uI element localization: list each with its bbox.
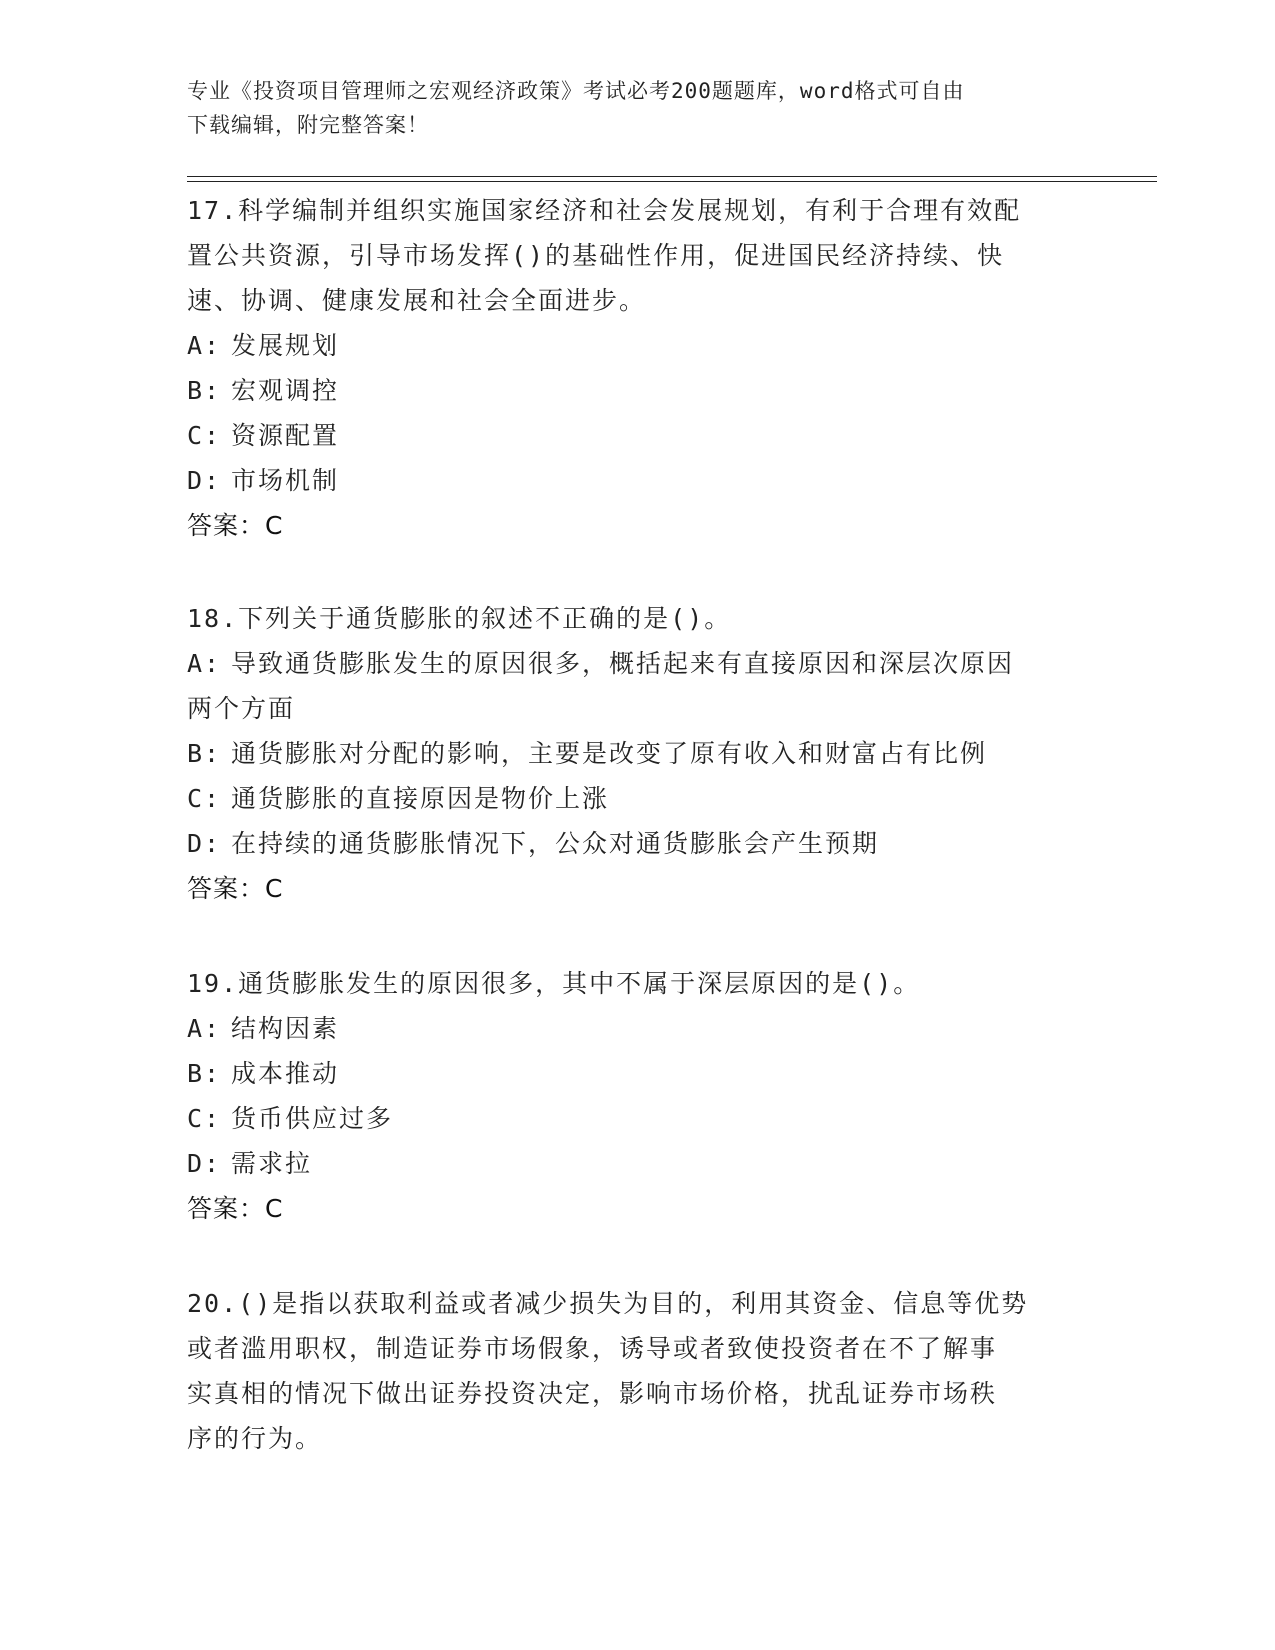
option-text: 货币供应过多 <box>231 1104 394 1133</box>
option-text: 资源配置 <box>231 421 340 450</box>
question-stem-line: 或者滥用职权，制造证券市场假象，诱导或者致使投资者在不了解事 <box>187 1334 998 1363</box>
option-letter: B: <box>187 1059 222 1088</box>
option-text: 需求拉 <box>231 1149 313 1178</box>
document-header <box>187 74 1087 142</box>
option-b <box>187 368 1067 413</box>
option-a <box>187 1006 1067 1051</box>
question-stem-line: 17.科学编制并组织实施国家经济和社会发展规划，有利于合理有效配 <box>187 196 1022 225</box>
option-text: 发展规划 <box>231 331 340 360</box>
header-line-2: 下载编辑，附完整答案！ <box>187 113 429 137</box>
option-a <box>187 323 1067 368</box>
option-text: 在持续的通货膨胀情况下，公众对通货膨胀会产生预期 <box>231 829 880 858</box>
question-stem-line: 序的行为。 <box>187 1424 323 1453</box>
answer-line: 答案：C <box>187 874 284 903</box>
header-line-1: 专业《投资项目管理师之宏观经济政策》考试必考200题题库，word格式可自由 <box>187 79 965 103</box>
option-d <box>187 1141 1067 1186</box>
option-letter: D: <box>187 829 222 858</box>
option-d <box>187 821 1067 866</box>
option-d <box>187 458 1067 503</box>
option-a <box>187 641 1067 686</box>
option-letter: D: <box>187 1149 222 1178</box>
option-c <box>187 413 1067 458</box>
option-text: 宏观调控 <box>231 376 340 405</box>
option-letter: C: <box>187 784 222 813</box>
answer-line: 答案：C <box>187 511 284 540</box>
option-text: 通货膨胀的直接原因是物价上涨 <box>231 784 610 813</box>
option-letter: C: <box>187 1104 222 1133</box>
question-17 <box>187 188 1067 548</box>
header-rule-bottom <box>187 181 1157 182</box>
question-19 <box>187 961 1067 1231</box>
option-c <box>187 776 1067 821</box>
option-letter: A: <box>187 649 222 678</box>
option-c <box>187 1096 1067 1141</box>
question-stem-line: 实真相的情况下做出证券投资决定，影响市场价格，扰乱证券市场秩 <box>187 1379 998 1408</box>
option-letter: D: <box>187 466 222 495</box>
question-20 <box>187 1281 1067 1461</box>
option-text: 市场机制 <box>231 466 340 495</box>
question-18 <box>187 596 1067 911</box>
question-stem-line: 18.下列关于通货膨胀的叙述不正确的是()。 <box>187 604 732 633</box>
question-stem-line: 19.通货膨胀发生的原因很多，其中不属于深层原因的是()。 <box>187 969 921 998</box>
option-text: 成本推动 <box>231 1059 340 1088</box>
answer-line: 答案：C <box>187 1194 284 1223</box>
option-letter: C: <box>187 421 222 450</box>
question-stem-line: 置公共资源，引导市场发挥()的基础性作用，促进国民经济持续、快 <box>187 241 1005 270</box>
option-letter: A: <box>187 1014 222 1043</box>
option-letter: B: <box>187 376 222 405</box>
question-stem-line: 20.()是指以获取利益或者减少损失为目的，利用其资金、信息等优势 <box>187 1289 1029 1318</box>
option-letter: B: <box>187 739 222 768</box>
option-b <box>187 1051 1067 1096</box>
header-rule-top <box>187 176 1157 177</box>
option-text: 结构因素 <box>231 1014 340 1043</box>
option-text: 导致通货膨胀发生的原因很多，概括起来有直接原因和深层次原因 <box>231 649 1015 678</box>
option-b <box>187 731 1067 776</box>
option-letter: A: <box>187 331 222 360</box>
option-a-continuation: 两个方面 <box>187 694 296 723</box>
option-text: 通货膨胀对分配的影响，主要是改变了原有收入和财富占有比例 <box>231 739 988 768</box>
question-stem-line: 速、协调、健康发展和社会全面进步。 <box>187 286 647 315</box>
